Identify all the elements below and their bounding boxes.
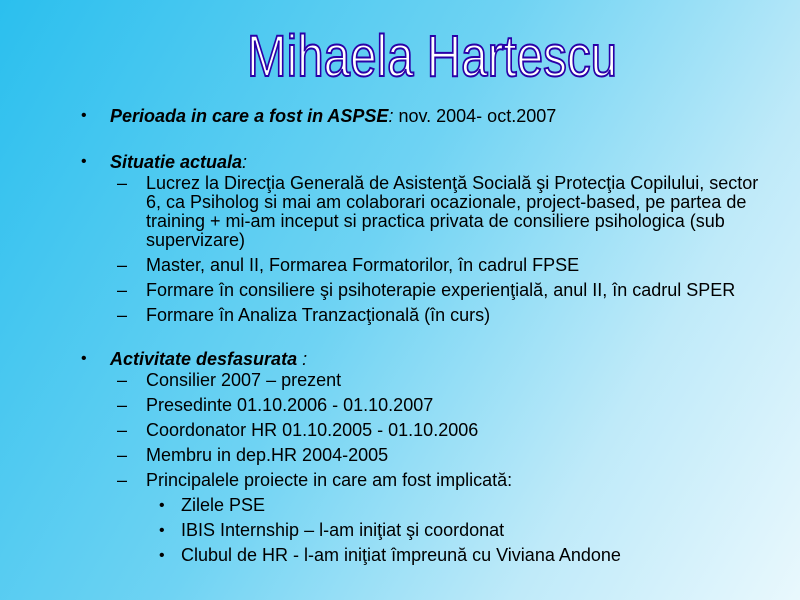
- period-value: nov. 2004- oct.2007: [393, 106, 557, 126]
- project-item: [76, 521, 776, 540]
- situation-item: [76, 306, 776, 325]
- activity-item: [76, 471, 776, 490]
- project-item-text: Zilele PSE: [181, 495, 266, 515]
- slide-content: [76, 104, 776, 565]
- activity-item: [76, 371, 776, 390]
- bullet-icon: •: [81, 107, 87, 124]
- activity-label: Activitate desfasurata: [110, 349, 298, 369]
- dash-icon: –: [117, 445, 128, 465]
- dash-icon: –: [117, 395, 128, 415]
- dash-icon: –: [117, 305, 128, 325]
- bullet-icon: •: [81, 153, 87, 170]
- bullet-current-situation: [76, 150, 776, 174]
- activity-item: [76, 396, 776, 415]
- situation-item-text: Lucrez la Direcţia Generală de Asistenţă Socială şi Protecţia Copilului, sector 6, ca Psiholog si mai am colaborari ocazionale, project-based, pe partea de training + mi-am inceput si practica privata de consiliere psihologica (sub supervizare): [146, 173, 759, 250]
- dash-icon: –: [117, 370, 128, 390]
- dash-icon: –: [117, 470, 128, 490]
- activity-item-text: Consilier 2007 – prezent: [146, 370, 342, 390]
- activity-colon: :: [297, 349, 308, 369]
- activity-item-text: Coordonator HR 01.10.2005 - 01.10.2006: [146, 420, 479, 440]
- project-item: [76, 496, 776, 515]
- period-colon: :: [388, 106, 394, 126]
- situation-item-text: Master, anul II, Formarea Formatorilor, în cadrul FPSE: [146, 255, 580, 275]
- project-item-text: Clubul de HR - l-am iniţiat împreună cu Viviana Andone: [181, 545, 621, 565]
- period-label: Perioada in care a fost in ASPSE: [110, 106, 389, 126]
- activity-item: [76, 446, 776, 465]
- project-item-text: IBIS Internship – l-am iniţiat şi coordonat: [181, 520, 505, 540]
- activity-item-text: Membru in dep.HR 2004-2005: [146, 445, 389, 465]
- bullet-icon: •: [81, 350, 87, 367]
- activity-item: [76, 421, 776, 440]
- bullet-icon: •: [159, 547, 165, 564]
- activity-item-text: Presedinte 01.10.2006 - 01.10.2007: [146, 395, 434, 415]
- bullet-icon: •: [159, 497, 165, 514]
- situation-item: [76, 281, 776, 300]
- situation-item: [76, 174, 776, 250]
- dash-icon: –: [117, 255, 128, 275]
- bullet-activity: [76, 347, 776, 371]
- dash-icon: –: [117, 280, 128, 300]
- slide-title: Mihaela Hartescu: [247, 24, 618, 89]
- dash-icon: –: [117, 420, 128, 440]
- bullet-period: [76, 104, 776, 128]
- activity-item-text: Principalele proiecte in care am fost implicată:: [146, 470, 513, 490]
- dash-icon: –: [117, 173, 128, 193]
- current-situation-colon: :: [242, 152, 248, 172]
- situation-item: [76, 256, 776, 275]
- situation-item-text: Formare în Analiza Tranzacţională (în curs): [146, 305, 491, 325]
- situation-item-text: Formare în consiliere şi psihoterapie experienţială, anul II, în cadrul SPER: [146, 280, 736, 300]
- bullet-icon: •: [159, 522, 165, 539]
- current-situation-label: Situatie actuala: [110, 152, 243, 172]
- project-item: [76, 546, 776, 565]
